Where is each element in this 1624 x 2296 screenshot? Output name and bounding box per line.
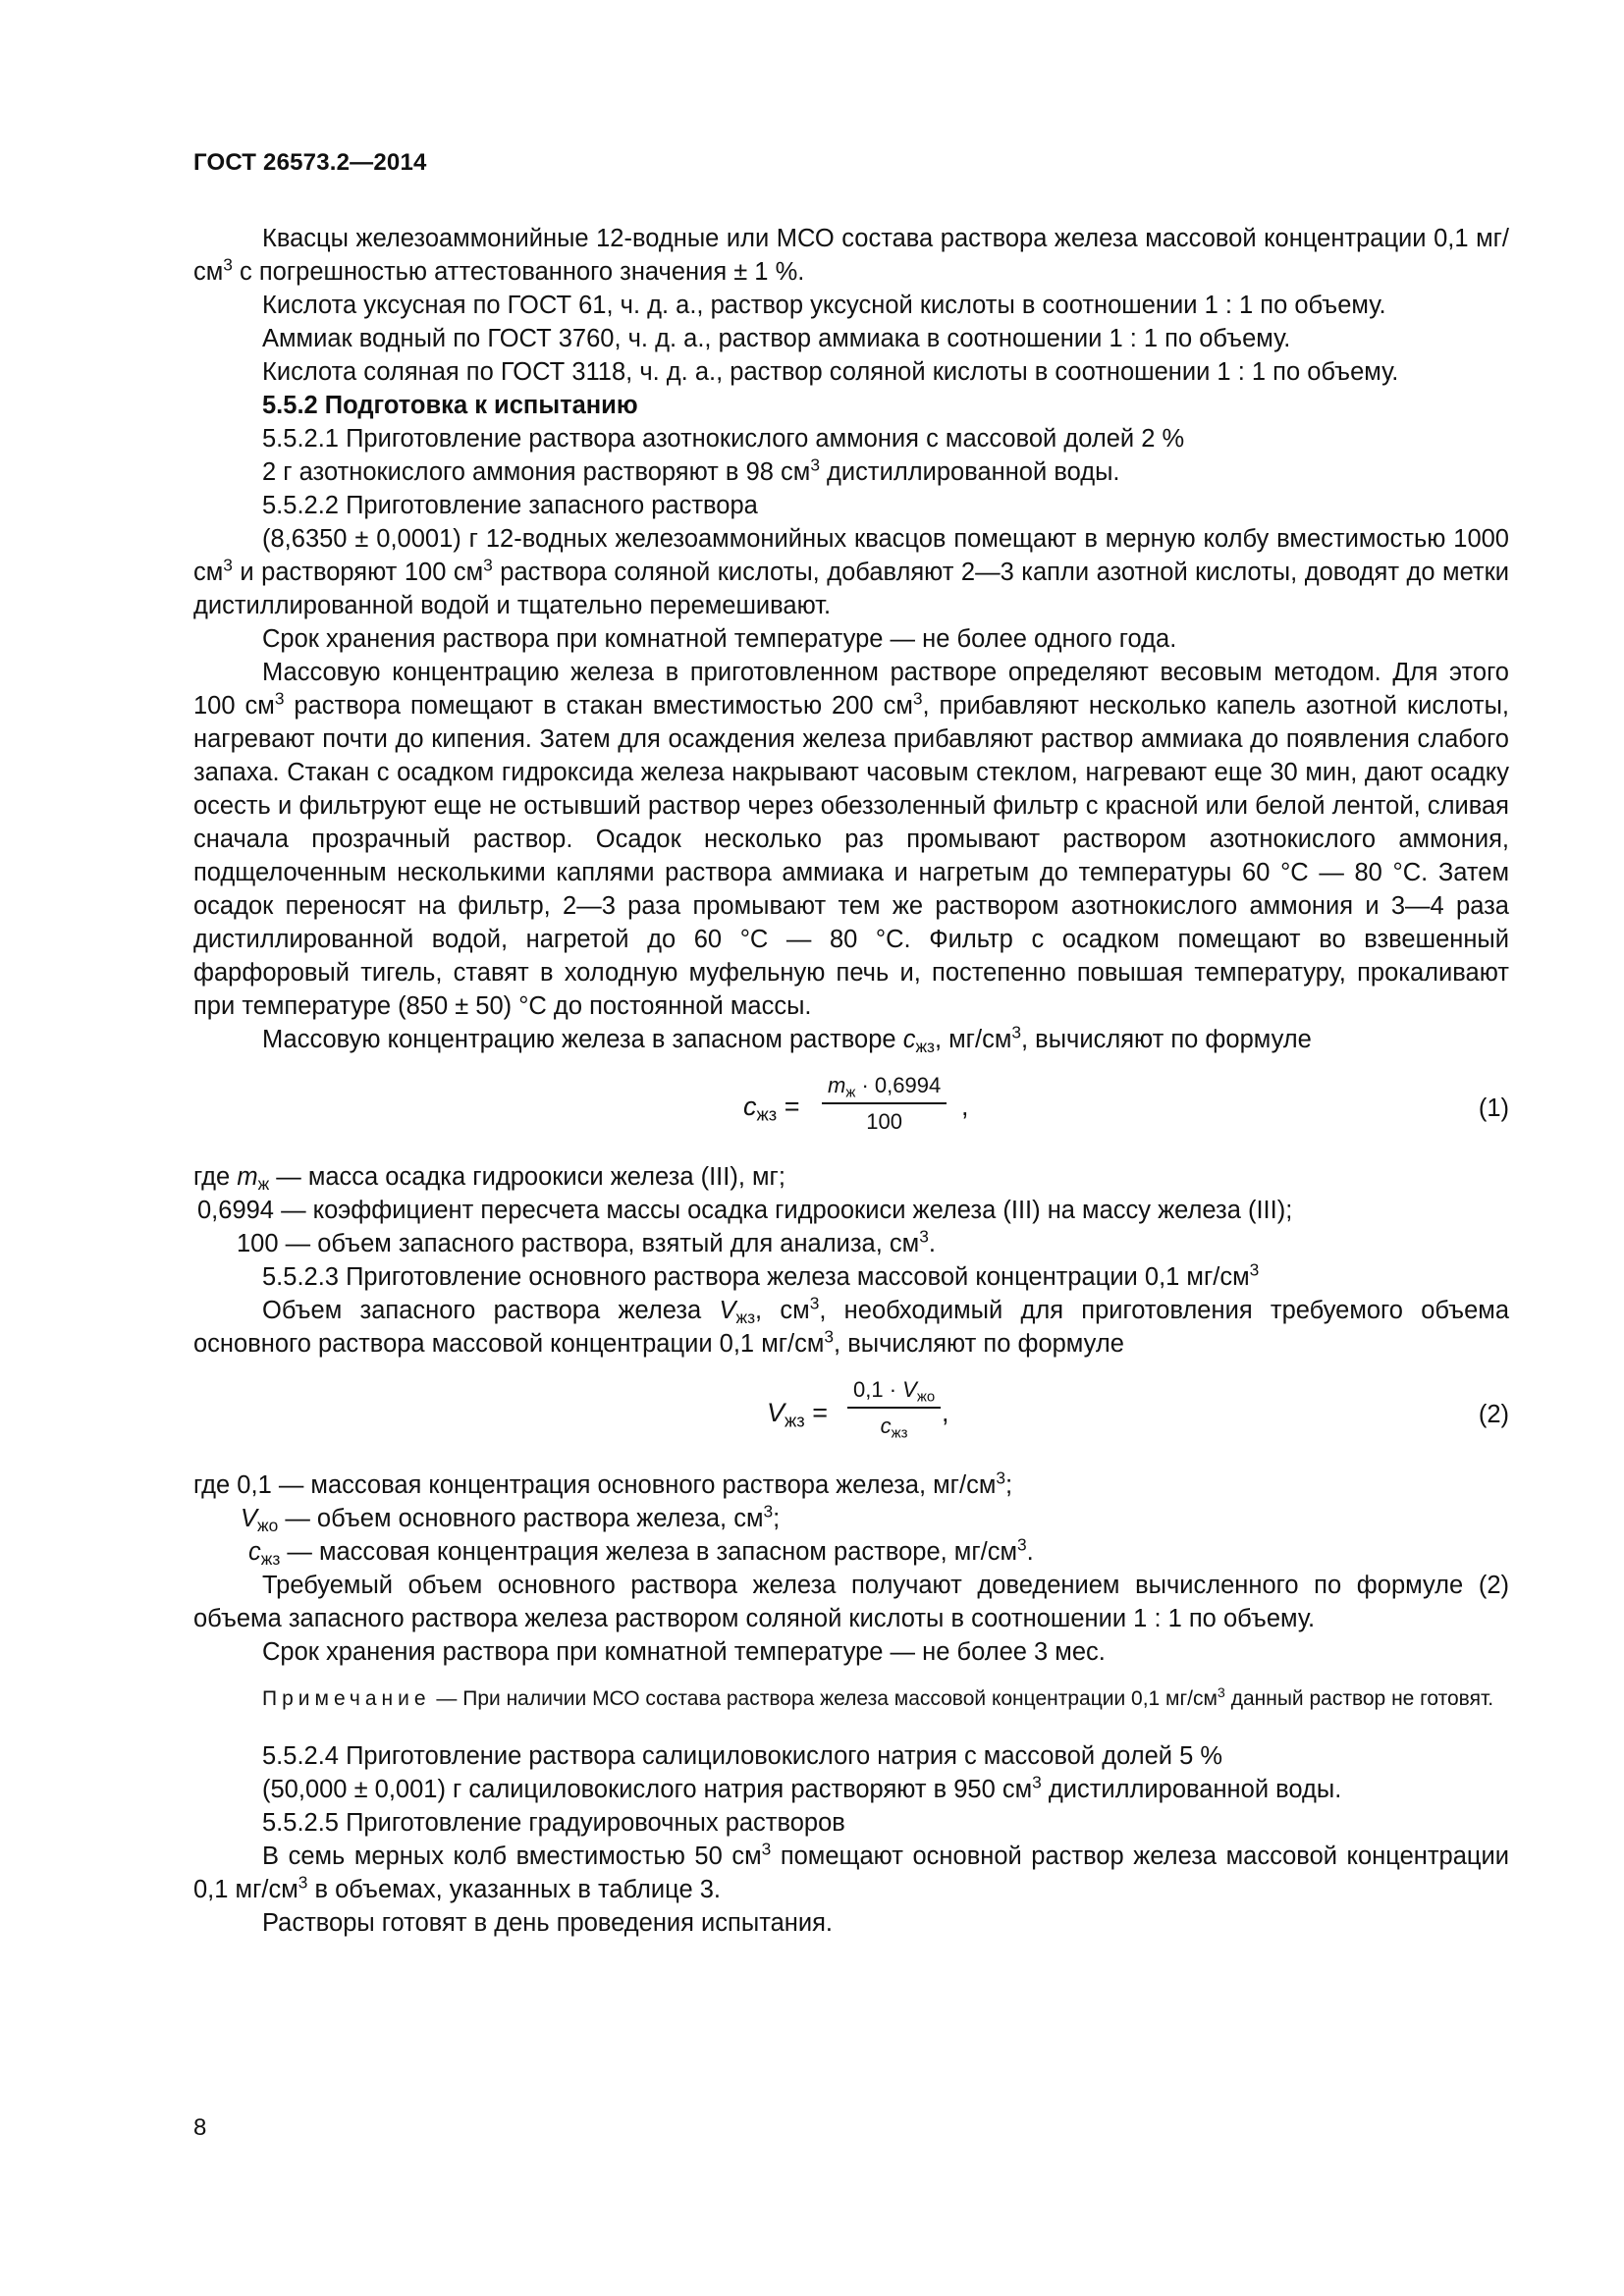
- paragraph-calibration-flasks: В семь мерных колб вместимостью 50 $см^3$ помещают основной раствор железа массовой концентрации 0,1 $мг/см^3$ в объемах, указанных в таблице 3.: [193, 1839, 1509, 1903]
- where2-volume: $V_{жо}$ — объем основного раствора железа, $см^3$;: [241, 1501, 781, 1536]
- paragraph-formula2-intro: Объем запасного раствора железа $V_{жз}$, $см^3$, необходимый для приготовления требуемого объема основного раствора массовой концентрации 0,1 $мг/см^3$, вычисляют по формуле: [193, 1293, 1510, 1358]
- formula-1: $c_{жз}$ = $m_ж \cdot 0,6994$ 100 , (1): [743, 1073, 1509, 1134]
- document-code-header: ГОСТ 26573.2—2014: [193, 149, 427, 176]
- paragraph-required-volume: Требуемый объем основного раствора железа получают доведением вычисленного по формуле (2) объема запасного раствора железа раствором соляной кислоты в соотношении 1 : 1 по объему.: [193, 1572, 1509, 1632]
- note: Примечание — При наличии МСО состава раствора железа массовой концентрации 0,1 $мг/см^3$ данный раствор не готовят.: [262, 1685, 1494, 1710]
- page-number: 8: [193, 2114, 207, 2141]
- paragraph-same-day: Растворы готовят в день проведения испытания.: [262, 1909, 833, 1937]
- formula2-lhs: $V_{жз}$ =: [767, 1398, 828, 1431]
- paragraph-ammonia: Аммиак водный по ГОСТ 3760, ч. д. а., раствор аммиака в соотношении 1 : 1 по объему.: [262, 325, 1291, 352]
- formula2-numerator: $0,1 \cdot V_{жо}$: [847, 1376, 941, 1409]
- formula1-number: (1): [1478, 1095, 1509, 1122]
- paragraph-sodium-salicylate: (50,000 ± 0,001) г салициловокислого натрия растворяют в 950 $см^3$ дистиллированной воды.: [262, 1772, 1342, 1803]
- paragraph-alum: Квасцы железоаммонийные 12-водные или МСО состава раствора железа массовой концентрации 0,1 $мг/см^3$ с погрешностью аттестованного значения ± 1 %.: [193, 225, 1509, 286]
- where1-volume: 100 — объем запасного раствора, взятый для анализа, $см^3$.: [237, 1226, 936, 1257]
- paragraph-storage-year: Срок хранения раствора при комнатной температуре — не более одного года.: [262, 625, 1177, 653]
- paragraph-acetic-acid: Кислота уксусная по ГОСТ 61, ч. д. а., раствор уксусной кислоты в соотношении 1 : 1 по объему.: [262, 292, 1386, 319]
- paragraph-storage-3-months: Срок хранения раствора при комнатной температуре — не более 3 мес.: [262, 1638, 1106, 1666]
- paragraph-hydrochloric-acid: Кислота соляная по ГОСТ 3118, ч. д. а., раствор соляной кислоты в соотношении 1 : 1 по объему.: [262, 358, 1399, 386]
- paragraph-stock-solution: (8,6350 ± 0,0001) г 12-водных железоаммонийных квасцов помещают в мерную колбу вместимостью 1000 $см^3$ и растворяют 100 $см^3$ раствора соляной кислоты, добавляют 2—3 капли азотной кислоты, доводят до метки дистиллированной водой и тщательно перемешивают.: [193, 525, 1509, 619]
- paragraph-ammonium-nitrate: 2 г азотнокислого аммония растворяют в 98 $см^3$ дистиллированной воды.: [262, 454, 1120, 486]
- formula-2: $V_{жз}$ = $0,1 \cdot V_{жо}$ $c_{жз}$ , (2): [767, 1377, 1509, 1442]
- paragraph-gravimetric-method: Массовую концентрацию железа в приготовленном растворе определяют весовым методом. Для этого 100 $см^3$ раствора помещают в стакан вместимостью 200 $см^3$, прибавляют несколько капель азотной кислоты, нагревают почти до кипения. Затем для осаждения железа прибавляют раствор аммиака до появления слабого запаха. Стакан с осадком гидроксида железа накрывают часовым стеклом, нагревают еще 30 мин, дают осадку осесть и фильтруют еще не остывший раствор через обеззоленный фильтр с красной или белой лентой, сливая сначала прозрачный раствор. Осадок несколько раз промывают раствором азотнокислого аммония, подщелоченным несколькими каплями раствора аммиака и нагретым до температуры 60 °С — 80 °С. Затем осадок переносят на фильтр, 2—3 раза промывают тем же раствором азотнокислого аммония и 3—4 раза дистиллированной водой, нагретой до 60 °С — 80 °С. Фильтр с осадком помещают во взвешенный фарфоровый тигель, ставят в холодную муфельную печь и, постепенно повышая температуру, прокаливают при температуре (850 ± 50) °С до постоянной массы.: [193, 659, 1509, 1020]
- where2-concentration: где 0,1 — массовая концентрация основного раствора железа, $мг/см^3$;: [193, 1468, 1013, 1499]
- formula1-numerator: $m_ж \cdot 0,6994$: [822, 1072, 947, 1104]
- section-heading-5-5-2-1: 5.5.2.1 Приготовление раствора азотнокислого аммония с массовой долей 2 %: [262, 425, 1185, 453]
- formula2-number: (2): [1478, 1401, 1509, 1428]
- formula2-fraction: [847, 1376, 941, 1440]
- section-heading-5-5-2-4: 5.5.2.4 Приготовление раствора салициловокислого натрия с массовой долей 5 %: [262, 1742, 1223, 1770]
- document-body: [193, 222, 1509, 1940]
- note-label: Примечание: [262, 1687, 431, 1710]
- where1-mass: где $m_ж$ — масса осадка гидроокиси железа (III), мг;: [193, 1163, 785, 1195]
- section-heading-5-5-2-3: 5.5.2.3 Приготовление основного раствора железа массовой концентрации 0,1 $мг/см^3$: [262, 1259, 1260, 1291]
- section-heading-5-5-2-2: 5.5.2.2 Приготовление запасного раствора: [262, 492, 758, 519]
- paragraph-formula1-intro: Массовую концентрацию железа в запасном растворе $c_{жз}$, $мг/см^3$, вычисляют по формуле: [262, 1022, 1312, 1057]
- where2-stock-concentration: $c_{жз}$ — массовая концентрация железа в запасном растворе, $мг/см^3$.: [248, 1534, 1034, 1570]
- formula1-lhs: $c_{жз}$ =: [743, 1092, 800, 1125]
- formula2-denominator: $c_{жз}$: [880, 1414, 908, 1442]
- formula1-denominator: 100: [866, 1109, 902, 1134]
- section-heading-5-5-2-5: 5.5.2.5 Приготовление градуировочных растворов: [262, 1809, 845, 1837]
- section-heading-5-5-2: 5.5.2 Подготовка к испытанию: [262, 392, 638, 419]
- formula1-fraction: [822, 1072, 947, 1136]
- where1-coefficient: 0,6994 — коэффициент пересчета массы осадка гидроокиси железа (III) на массу железа (III);: [197, 1197, 1293, 1224]
